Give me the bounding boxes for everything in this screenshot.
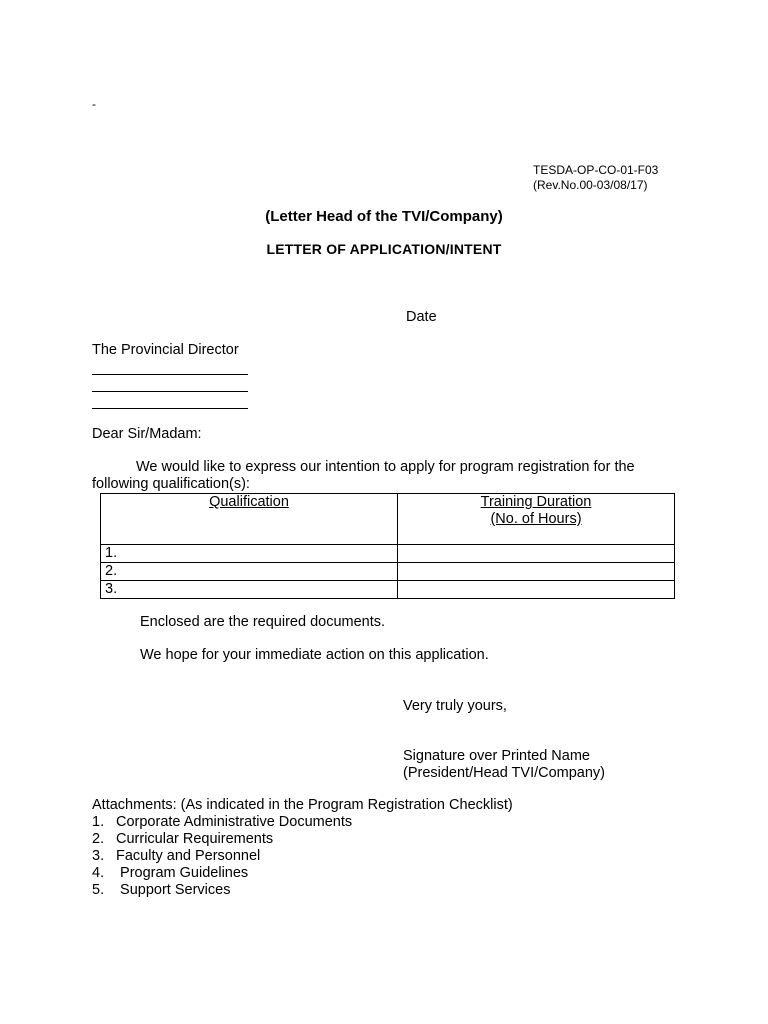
list-item-number: 3. [92, 848, 105, 864]
list-item [92, 848, 513, 865]
header-training-duration [398, 494, 675, 545]
duration-cell[interactable] [398, 563, 675, 581]
qualification-cell[interactable]: 1. [101, 545, 398, 563]
qualification-cell[interactable]: 2. [101, 563, 398, 581]
enclosed-statement: Enclosed are the required documents. [140, 614, 386, 630]
signature-block [403, 748, 605, 782]
attachments-heading: Attachments: (As indicated in the Program Registration Checklist) [92, 797, 513, 813]
header-duration-line1: Training Duration [480, 494, 592, 510]
duration-cell[interactable] [398, 581, 675, 599]
signature-line: Signature over Printed Name [403, 748, 590, 764]
list-item-label: Faculty and Personnel [116, 848, 261, 864]
salutation: Dear Sir/Madam: [92, 426, 202, 442]
header-duration-line2: (No. of Hours) [490, 511, 582, 527]
address-blank-line [92, 374, 248, 375]
table-row [101, 581, 675, 599]
signature-title: (President/Head TVI/Company) [403, 765, 606, 781]
duration-cell[interactable] [398, 545, 675, 563]
revision-number: (Rev.No.00-03/08/17) [533, 178, 648, 192]
list-item-number: 2. [92, 831, 105, 847]
date-label: Date [406, 309, 437, 325]
header-dash: - [92, 97, 96, 111]
table-row [101, 563, 675, 581]
body-paragraph-text: We would like to express our intention to apply for program registration for the following qualification(s): [92, 459, 635, 492]
addressee: The Provincial Director [92, 342, 239, 358]
document-title: LETTER OF APPLICATION/INTENT [266, 241, 502, 257]
list-item-label: Support Services [116, 882, 231, 898]
header-qualification: Qualification [101, 494, 398, 545]
list-item-number: 4. [92, 865, 105, 881]
list-item-label: Curricular Requirements [116, 831, 274, 847]
form-code-block [533, 163, 658, 193]
table-row [101, 545, 675, 563]
qualification-table [100, 493, 675, 599]
closing-request: We hope for your immediate action on this application. [140, 647, 489, 663]
table-header-row [101, 494, 675, 545]
address-blank-line [92, 391, 248, 392]
body-paragraph [92, 459, 680, 493]
list-item [92, 882, 513, 899]
list-item-number: 1. [92, 814, 105, 830]
list-item-label: Corporate Administrative Documents [116, 814, 353, 830]
attachments-section [92, 797, 513, 899]
qualification-cell[interactable]: 3. [101, 581, 398, 599]
list-item [92, 831, 513, 848]
list-item [92, 814, 513, 831]
address-blank-line [92, 408, 248, 409]
list-item-label: Program Guidelines [116, 865, 249, 881]
list-item-number: 5. [92, 882, 105, 898]
form-code: TESDA-OP-CO-01-F03 [533, 163, 659, 177]
complimentary-close: Very truly yours, [403, 698, 507, 714]
list-item [92, 865, 513, 882]
letterhead-placeholder: (Letter Head of the TVI/Company) [265, 208, 503, 225]
